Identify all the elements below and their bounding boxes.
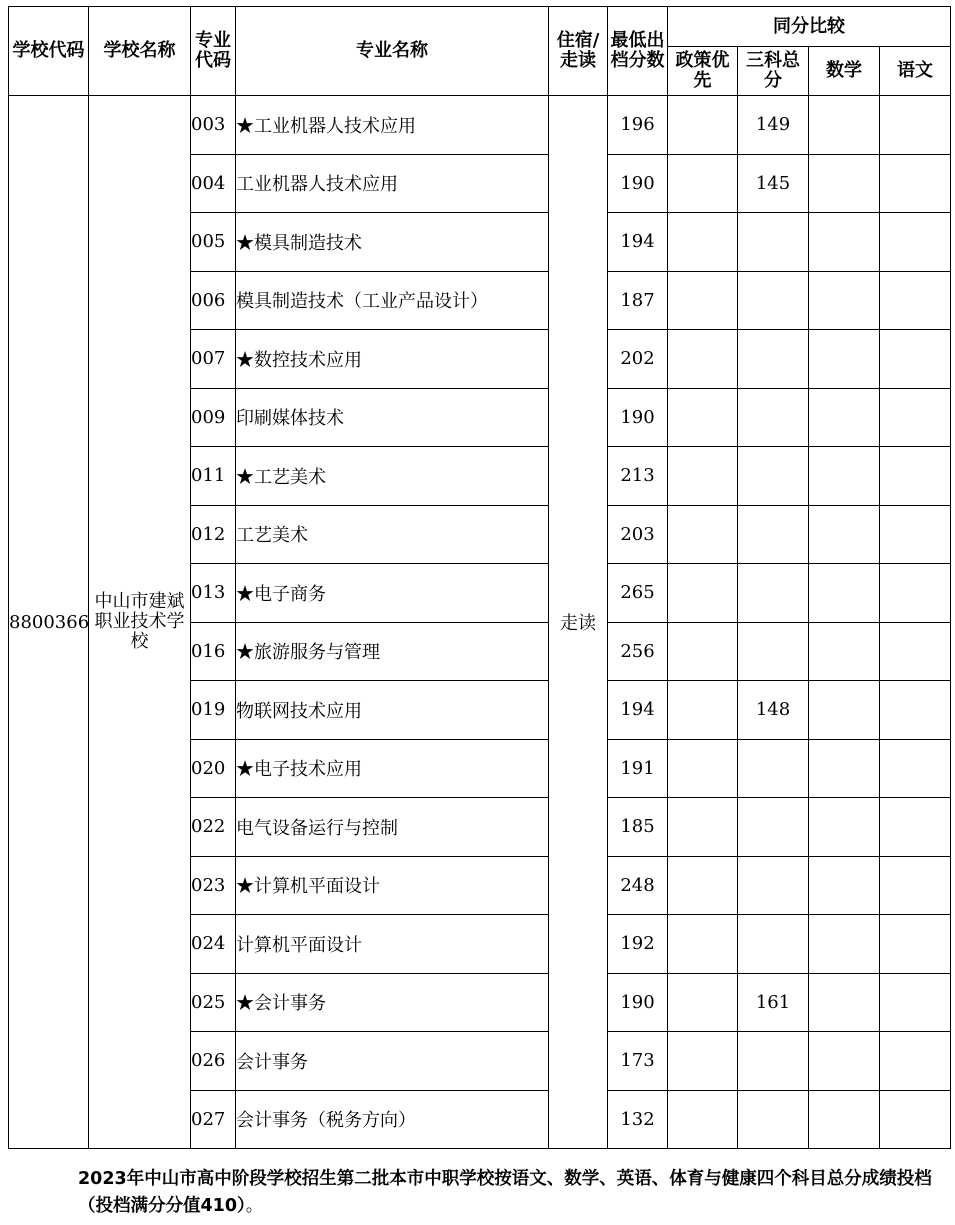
math-cell: [809, 622, 880, 681]
policy-priority-cell: [668, 447, 738, 506]
chinese-cell: [880, 856, 951, 915]
header-major-code: 专业代码: [191, 7, 236, 96]
math-cell: [809, 330, 880, 389]
min-score-cell: 194: [608, 213, 668, 272]
three-subject-total-cell: [738, 330, 809, 389]
footer-note: [78, 1166, 938, 1220]
math-cell: [809, 915, 880, 974]
policy-priority-cell: [668, 564, 738, 623]
admission-scores-table: [8, 6, 951, 1149]
math-cell: [809, 271, 880, 330]
major-code-cell: 027: [191, 1090, 236, 1149]
major-name-cell: 工业机器人技术应用: [236, 154, 549, 213]
chinese-cell: [880, 798, 951, 857]
chinese-cell: [880, 1032, 951, 1091]
min-score-cell: 185: [608, 798, 668, 857]
major-code-cell: 019: [191, 681, 236, 740]
math-cell: [809, 564, 880, 623]
policy-priority-cell: [668, 798, 738, 857]
three-subject-total-cell: 161: [738, 973, 809, 1032]
chinese-cell: [880, 739, 951, 798]
math-cell: [809, 154, 880, 213]
major-name-cell: ★数控技术应用: [236, 330, 549, 389]
math-cell: [809, 1032, 880, 1091]
math-cell: [809, 681, 880, 740]
major-code-cell: 006: [191, 271, 236, 330]
min-score-cell: 194: [608, 681, 668, 740]
major-name-cell: 印刷媒体技术: [236, 388, 549, 447]
policy-priority-cell: [668, 1032, 738, 1091]
min-score-cell: 265: [608, 564, 668, 623]
min-score-cell: 191: [608, 739, 668, 798]
three-subject-total-cell: [738, 388, 809, 447]
three-subject-total-cell: [738, 213, 809, 272]
three-subject-total-cell: [738, 739, 809, 798]
three-subject-total-cell: [738, 564, 809, 623]
min-score-cell: 190: [608, 973, 668, 1032]
header-policy-priority: 政策优先: [668, 47, 738, 96]
major-code-cell: 003: [191, 96, 236, 155]
policy-priority-cell: [668, 271, 738, 330]
three-subject-total-cell: 145: [738, 154, 809, 213]
min-score-cell: 192: [608, 915, 668, 974]
major-name-cell: ★计算机平面设计: [236, 856, 549, 915]
school-name-cell: 中山市建斌职业技术学校: [89, 96, 191, 1149]
policy-priority-cell: [668, 681, 738, 740]
chinese-cell: [880, 271, 951, 330]
three-subject-total-cell: [738, 1032, 809, 1091]
major-code-cell: 013: [191, 564, 236, 623]
chinese-cell: [880, 564, 951, 623]
major-name-cell: ★模具制造技术: [236, 213, 549, 272]
policy-priority-cell: [668, 1090, 738, 1149]
min-score-cell: 187: [608, 271, 668, 330]
header-min-score: 最低出档分数: [608, 7, 668, 96]
policy-priority-cell: [668, 213, 738, 272]
table-row: [9, 96, 951, 155]
major-name-cell: ★电子技术应用: [236, 739, 549, 798]
major-name-cell: 物联网技术应用: [236, 681, 549, 740]
header-major-name: 专业名称: [236, 7, 549, 96]
school-code-cell: 8800366: [9, 96, 89, 1149]
major-code-cell: 007: [191, 330, 236, 389]
chinese-cell: [880, 505, 951, 564]
header-three-subject-total: 三科总分: [738, 47, 809, 96]
math-cell: [809, 96, 880, 155]
footer-note-tail: 。: [245, 1196, 264, 1216]
major-name-cell: 电气设备运行与控制: [236, 798, 549, 857]
policy-priority-cell: [668, 739, 738, 798]
header-school-code: 学校代码: [9, 7, 89, 96]
header-school-name: 学校名称: [89, 7, 191, 96]
major-name-cell: ★工业机器人技术应用: [236, 96, 549, 155]
math-cell: [809, 739, 880, 798]
min-score-cell: 213: [608, 447, 668, 506]
header-tie-compare: 同分比较: [668, 7, 951, 47]
major-code-cell: 020: [191, 739, 236, 798]
math-cell: [809, 213, 880, 272]
three-subject-total-cell: [738, 1090, 809, 1149]
policy-priority-cell: [668, 973, 738, 1032]
chinese-cell: [880, 154, 951, 213]
footer-note-text: 2023年中山市高中阶段学校招生第二批本市中职学校按语文、数学、英语、体育与健康四个科目总分成绩投档（投档满分分值410）: [78, 1169, 932, 1216]
policy-priority-cell: [668, 505, 738, 564]
chinese-cell: [880, 1090, 951, 1149]
math-cell: [809, 973, 880, 1032]
major-code-cell: 009: [191, 388, 236, 447]
min-score-cell: 202: [608, 330, 668, 389]
chinese-cell: [880, 213, 951, 272]
three-subject-total-cell: [738, 271, 809, 330]
table-body: [9, 96, 951, 1149]
policy-priority-cell: [668, 154, 738, 213]
major-name-cell: 模具制造技术（工业产品设计）: [236, 271, 549, 330]
major-name-cell: 计算机平面设计: [236, 915, 549, 974]
major-name-cell: ★工艺美术: [236, 447, 549, 506]
three-subject-total-cell: [738, 505, 809, 564]
major-code-cell: 023: [191, 856, 236, 915]
min-score-cell: 196: [608, 96, 668, 155]
chinese-cell: [880, 915, 951, 974]
three-subject-total-cell: [738, 915, 809, 974]
major-code-cell: 004: [191, 154, 236, 213]
min-score-cell: 256: [608, 622, 668, 681]
three-subject-total-cell: 149: [738, 96, 809, 155]
min-score-cell: 248: [608, 856, 668, 915]
min-score-cell: 132: [608, 1090, 668, 1149]
header-boarding: 住宿/走读: [549, 7, 608, 96]
math-cell: [809, 1090, 880, 1149]
major-name-cell: 工艺美术: [236, 505, 549, 564]
three-subject-total-cell: [738, 798, 809, 857]
policy-priority-cell: [668, 96, 738, 155]
math-cell: [809, 856, 880, 915]
major-code-cell: 012: [191, 505, 236, 564]
policy-priority-cell: [668, 622, 738, 681]
major-name-cell: ★旅游服务与管理: [236, 622, 549, 681]
chinese-cell: [880, 388, 951, 447]
math-cell: [809, 798, 880, 857]
three-subject-total-cell: [738, 856, 809, 915]
major-code-cell: 011: [191, 447, 236, 506]
major-code-cell: 026: [191, 1032, 236, 1091]
major-code-cell: 022: [191, 798, 236, 857]
chinese-cell: [880, 447, 951, 506]
major-name-cell: ★会计事务: [236, 973, 549, 1032]
chinese-cell: [880, 330, 951, 389]
major-code-cell: 016: [191, 622, 236, 681]
chinese-cell: [880, 681, 951, 740]
math-cell: [809, 505, 880, 564]
major-name-cell: 会计事务: [236, 1032, 549, 1091]
header-math: 数学: [809, 47, 880, 96]
policy-priority-cell: [668, 388, 738, 447]
boarding-cell: 走读: [549, 96, 608, 1149]
min-score-cell: 190: [608, 154, 668, 213]
three-subject-total-cell: [738, 447, 809, 506]
major-code-cell: 024: [191, 915, 236, 974]
chinese-cell: [880, 622, 951, 681]
three-subject-total-cell: [738, 622, 809, 681]
min-score-cell: 203: [608, 505, 668, 564]
major-name-cell: ★电子商务: [236, 564, 549, 623]
policy-priority-cell: [668, 856, 738, 915]
math-cell: [809, 388, 880, 447]
major-code-cell: 005: [191, 213, 236, 272]
chinese-cell: [880, 96, 951, 155]
policy-priority-cell: [668, 330, 738, 389]
major-name-cell: 会计事务（税务方向）: [236, 1090, 549, 1149]
min-score-cell: 173: [608, 1032, 668, 1091]
header-chinese: 语文: [880, 47, 951, 96]
major-code-cell: 025: [191, 973, 236, 1032]
three-subject-total-cell: 148: [738, 681, 809, 740]
chinese-cell: [880, 973, 951, 1032]
policy-priority-cell: [668, 915, 738, 974]
math-cell: [809, 447, 880, 506]
min-score-cell: 190: [608, 388, 668, 447]
